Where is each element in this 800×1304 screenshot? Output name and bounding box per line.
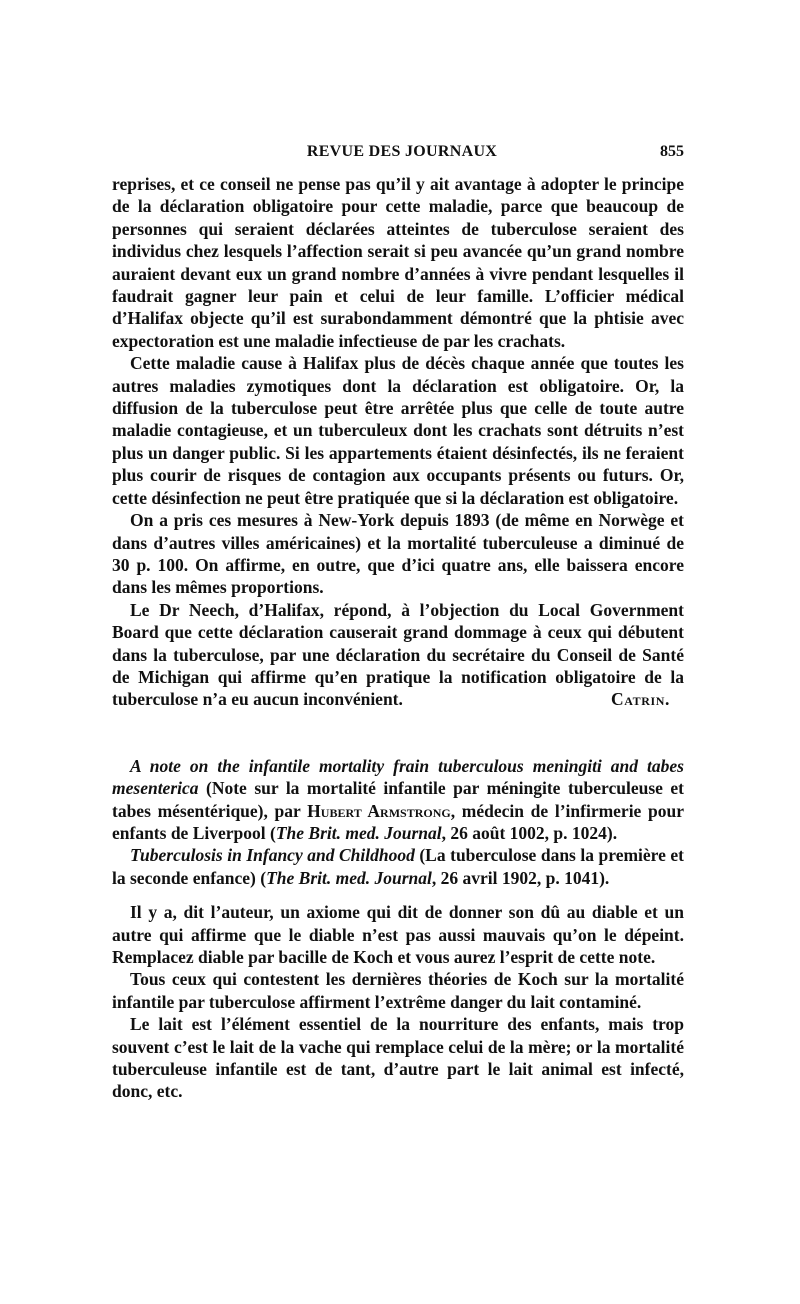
running-title: REVUE DES JOURNAUX xyxy=(306,143,498,160)
article-continuation xyxy=(112,173,684,711)
reference-title: A note on the infantile mortality frain tuberculous meningiti and tabes mesenterica xyxy=(112,755,684,799)
page xyxy=(112,143,684,1103)
page-number: 855 xyxy=(660,143,684,160)
reference-journal: The Brit. med. Journal xyxy=(275,822,442,843)
paragraph: Le lait est l’élément essentiel de la nourriture des enfants, mais trop souvent c’est le lait de la vache qui remplace celui de la mère; or la mortalité tuberculeuse infantile est de tant, d’autre part le lait animal est infecté, donc, etc. xyxy=(112,1014,684,1102)
paragraph xyxy=(112,599,684,711)
reference-text: , médecin de l’infirmerie pour enfants de Liverpool ( xyxy=(112,800,684,843)
paragraph: Il y a, dit l’auteur, un axiome qui dit de donner son dû au diable et un autre qui affirme que le diable n’est pas aussi mauvais qu’on le dépeint. Remplacez diable par bacille de Koch et vous aurez l’esprit de cette note. xyxy=(112,902,684,967)
author-signature: Catrin. xyxy=(611,689,670,710)
article-review xyxy=(112,755,684,1103)
paragraph: On a pris ces mesures à New-York depuis 1893 (de même en Norwège et dans d’autres villes américaines) et la mortalité tuberculeuse a diminué de 30 p. 100. On affirme, en outre, que d’ici quatre ans, elle baissera encore dans les mêmes proportions. xyxy=(112,510,684,598)
paragraph: reprises, et ce conseil ne pense pas qu’il y ait avantage à adopter le principe de la déclaration obligatoire pour cette maladie, parce que beaucoup de personnes qui seraient déclarées atteintes de tuberculose seraient des individus chez lesquels l’affection serait si peu avancée qu’un grand nombre auraient devant eux un grand nombre d’années à vivre pendant lesquelles il faudrait gagner leur pain et celui de leur famille. L’officier médical d’Halifax objecte qu’il est surabondamment démontré que la phtisie avec expectoration est une maladie infectieuse de par les crachats. xyxy=(112,174,684,351)
running-header xyxy=(112,143,684,173)
paragraph: Tous ceux qui contestent les dernières théories de Koch sur la mortalité infantile par tuberculose affirment l’extrême danger du lait contaminé. xyxy=(112,969,684,1012)
reference-journal: The Brit. med. Journal xyxy=(266,867,432,888)
reference-entry xyxy=(112,844,684,889)
reference-text: (Note sur la mortalité infantile par méningite tuberculeuse et tabes mésentérique), par xyxy=(112,778,684,821)
paragraph: Cette maladie cause à Halifax plus de décès chaque année que toutes les autres maladies zymotiques dont la déclaration est obligatoire. Or, la diffusion de la tuberculose peut être arrêtée plus que celle de toute autre maladie contagieuse, et un tuberculeux dont les crachats sont détruits n’est plus un danger public. Si les appartements étaient désinfectés, ils ne feraient plus courir de risques de contagion aux occupants présents ou futurs. Or, cette désinfection ne peut être pratiquée que si la déclaration est obligatoire. xyxy=(112,353,684,508)
spacer xyxy=(112,889,684,901)
reference-entry xyxy=(112,755,684,845)
reference-text: (La tuberculose dans la première et la seconde enfance) ( xyxy=(112,845,684,888)
paragraph-text: Le Dr Neech, d’Halifax, répond, à l’objection du Local Government Board que cette déclaration causerait grand dommage à ceux qui débutent dans la tuberculose, par une déclaration du secrétaire du Conseil de Santé de Michigan qui affirme qu’en pratique la notification obligatoire de la tuberculose n’a eu aucun inconvénient. xyxy=(112,599,684,710)
reference-text: , 26 avril 1902, p. 1041). xyxy=(431,867,610,888)
section-separator xyxy=(112,711,684,755)
reference-text: , 26 août 1002, p. 1024). xyxy=(441,822,618,843)
reference-title: Tuberculosis in Infancy and Childhood xyxy=(130,845,415,866)
reference-author: Hubert Armstrong xyxy=(307,800,451,821)
